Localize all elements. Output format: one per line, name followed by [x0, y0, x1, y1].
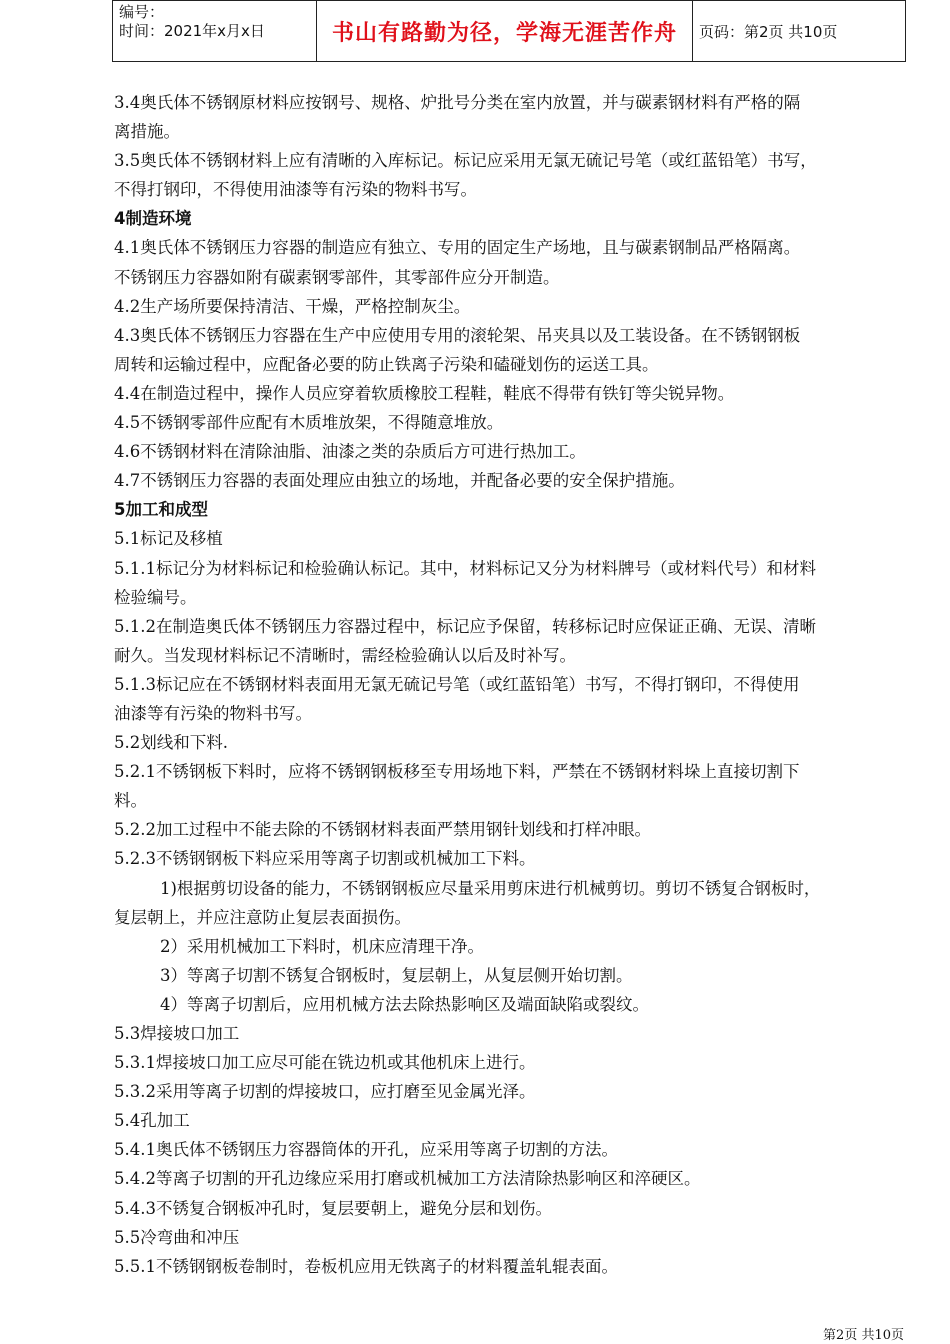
text-line: 5.4.1奥氏体不锈钢压力容器筒体的开孔，应采用等离子切割的方法。 [114, 1140, 618, 1160]
text-line: 5.2.2加工过程中不能去除的不锈钢材料表面严禁用钢针划线和打样冲眼。 [114, 820, 651, 840]
text-line: 5.3.1焊接坡口加工应尽可能在铣边机或其他机床上进行。 [114, 1053, 536, 1073]
text-line: 油漆等有污染的物料书写。 [114, 703, 312, 723]
document-number-label: 编号： [119, 3, 165, 21]
text-line: 5.2.1不锈钢板下料时，应将不锈钢钢板移至专用场地下料，严禁在不锈钢材料垛上直接切割下 [114, 762, 800, 782]
section-heading: 5加工和成型 [114, 500, 208, 520]
text-line: 4.6不锈钢材料在清除油脂、油漆之类的杂质后方可进行热加工。 [114, 442, 586, 462]
page-header [112, 0, 906, 62]
text-line: 离措施。 [114, 122, 180, 142]
text-line: 3.4奥氏体不锈钢原材料应按钢号、规格、炉批号分类在室内放置，并与碳素钢材料有严格的隔 [114, 93, 801, 112]
text-line: 5.5.1不锈钢钢板卷制时，卷板机应用无铁离子的材料覆盖轧辊表面。 [114, 1256, 618, 1276]
text-line: 4.2生产场所要保持清洁、干燥，严格控制灰尘。 [114, 296, 471, 316]
text-line: 5.3.2采用等离子切割的焊接坡口，应打磨至见金属光泽。 [114, 1082, 536, 1102]
text-line: 4.3奥氏体不锈钢压力容器在生产中应使用专用的滚轮架、吊夹具以及工装设备。在不锈钢钢板 [114, 325, 801, 345]
text-line: 3）等离子切割不锈复合钢板时，复层朝上，从复层侧开始切割。 [160, 965, 633, 985]
text-line: 2）采用机械加工下料时，机床应清理干净。 [160, 936, 484, 956]
text-line: 5.1.3标记应在不锈钢材料表面用无氯无硫记号笔（或红蓝铅笔）书写，不得打钢印，不得使用 [114, 674, 800, 694]
text-line: 4.1奥氏体不锈钢压力容器的制造应有独立、专用的固定生产场地，且与碳素钢制品严格隔离。 [114, 238, 801, 258]
text-line: 5.1标记及移植 [114, 529, 223, 549]
text-line: 不得打钢印，不得使用油漆等有污染的物料书写。 [114, 180, 477, 200]
text-line: 5.4.2等离子切割的开孔边缘应采用打磨或机械加工方法清除热影响区和淬硬区。 [114, 1169, 701, 1189]
text-line: 4.5不锈钢零部件应配有木质堆放架，不得随意堆放。 [114, 413, 504, 433]
text-line: 周转和运输过程中，应配备必要的防止铁离子污染和磕碰划伤的运送工具。 [114, 354, 659, 374]
text-line: 复层朝上，并应注意防止复层表面损伤。 [114, 907, 411, 927]
text-line: 4.4在制造过程中，操作人员应穿着软质橡胶工程鞋，鞋底不得带有铁钉等尖锐异物。 [114, 383, 735, 403]
text-line: 5.1.2在制造奥氏体不锈钢压力容器过程中，标记应予保留，转移标记时应保证正确、无误、清晰 [114, 616, 816, 636]
text-line: 5.2.3不锈钢钢板下料应采用等离子切割或机械加工下料。 [114, 849, 536, 869]
text-line: 5.3焊接坡口加工 [114, 1024, 240, 1043]
header-page-number: 页码：第2页 共10页 [699, 22, 838, 41]
document-date-label: 时间：2021年x月x日 [119, 22, 265, 40]
text-line: 耐久。当发现材料标记不清晰时，需经检验确认以后及时补写。 [114, 645, 576, 665]
text-line: 5.4孔加工 [114, 1111, 190, 1131]
text-line: 3.5奥氏体不锈钢材料上应有清晰的入库标记。标记应采用无氯无硫记号笔（或红蓝铅笔）书写， [114, 151, 817, 171]
section-heading: 4制造环境 [114, 209, 192, 229]
text-line: 1)根据剪切设备的能力，不锈钢钢板应尽量采用剪床进行机械剪切。剪切不锈复合钢板时， [160, 878, 821, 898]
text-line: 检验编号。 [114, 587, 197, 607]
text-line: 料。 [114, 791, 147, 811]
text-line: 5.2划线和下料. [114, 733, 228, 753]
header-meta [113, 1, 317, 61]
document-body [114, 88, 908, 1281]
footer-page-number: 第2页 共10页 [823, 1328, 904, 1343]
text-line: 5.5冷弯曲和冲压 [114, 1227, 240, 1247]
header-motto: 书山有路勤为径，学海无涯苦作舟 [317, 1, 693, 61]
text-line: 5.1.1标记分为材料标记和检验确认标记。其中，材料标记又分为材料牌号（或材料代号）和材料 [114, 558, 816, 578]
text-line: 4.7不锈钢压力容器的表面处理应由独立的场地，并配备必要的安全保护措施。 [114, 471, 685, 491]
text-line: 5.4.3不锈复合钢板冲孔时，复层要朝上，避免分层和划伤。 [114, 1198, 552, 1218]
text-line: 4）等离子切割后，应用机械方法去除热影响区及端面缺陷或裂纹。 [160, 994, 649, 1014]
text-line: 不锈钢压力容器如附有碳素钢零部件，其零部件应分开制造。 [114, 267, 560, 287]
